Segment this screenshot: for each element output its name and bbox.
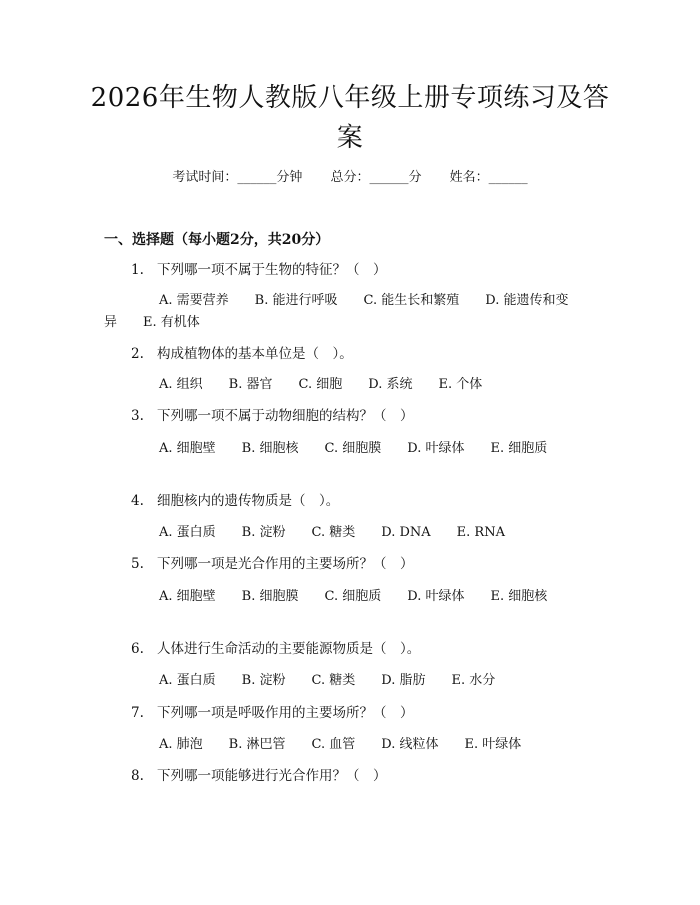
options-5: [104, 586, 594, 608]
question-text: 下列哪一项是呼吸作用的主要场所？（ ）: [157, 705, 414, 721]
option: C. 细胞质: [324, 589, 382, 604]
question-number: 3.: [131, 408, 144, 424]
question-text: 下列哪一项不属于动物细胞的结构？（ ）: [157, 408, 414, 424]
student-name: 姓名：______: [449, 170, 528, 185]
question-number: 7.: [131, 705, 144, 721]
option: B. 淋巴管: [228, 737, 286, 752]
option: B. 细胞膜: [241, 589, 299, 604]
question-1: [131, 260, 387, 280]
question-7: [131, 703, 414, 723]
option: D. 叶绿体: [407, 441, 465, 456]
options-3: [104, 438, 594, 460]
option: D. 脂肪: [381, 673, 426, 688]
question-text: 构成植物体的基本单位是（ ）。: [157, 346, 353, 362]
option: A. 细胞壁: [159, 441, 216, 456]
option: A. 蛋白质: [159, 673, 216, 688]
option: A. 需要营养: [159, 293, 229, 308]
option: C. 细胞: [298, 377, 343, 392]
options-6: [104, 670, 594, 692]
option: D. 能遗传和变异: [104, 293, 569, 330]
option: A. 细胞壁: [159, 589, 216, 604]
option: D. 线粒体: [381, 737, 439, 752]
options-2: [104, 374, 594, 396]
option: D. 系统: [368, 377, 413, 392]
option: D. DNA: [381, 525, 431, 540]
question-text: 下列哪一项能够进行光合作用？（ ）: [157, 768, 387, 784]
question-6: [131, 639, 420, 659]
question-text: 下列哪一项不属于生物的特征？（ ）: [157, 262, 387, 278]
option: E. RNA: [456, 525, 505, 540]
options-4: [104, 522, 594, 544]
question-number: 6.: [131, 641, 144, 657]
option: B. 淀粉: [241, 673, 286, 688]
question-2: [131, 344, 353, 364]
option: A. 组织: [159, 377, 203, 392]
question-text: 人体进行生命活动的主要能源物质是（ ）。: [157, 641, 421, 657]
option: B. 细胞核: [241, 441, 299, 456]
exam-info-line: [0, 168, 700, 188]
option: E. 叶绿体: [464, 737, 522, 752]
question-text: 下列哪一项是光合作用的主要场所？（ ）: [157, 556, 414, 572]
option: B. 能进行呼吸: [254, 293, 338, 308]
option: C. 能生长和繁殖: [363, 293, 460, 308]
question-3: [131, 406, 414, 426]
question-number: 5.: [131, 556, 144, 572]
question-number: 4.: [131, 493, 144, 509]
options-1: [104, 290, 594, 334]
option: C. 细胞膜: [324, 441, 382, 456]
option: C. 糖类: [311, 525, 356, 540]
option: A. 肺泡: [159, 737, 203, 752]
option: E. 有机体: [143, 315, 200, 330]
section-heading: 一、选择题（每小题2分，共20分）: [104, 232, 330, 248]
exam-time: 考试时间：______分钟: [172, 170, 303, 185]
option: B. 器官: [228, 377, 273, 392]
option: E. 水分: [451, 673, 496, 688]
question-5: [131, 554, 414, 574]
option: E. 个体: [438, 377, 483, 392]
page-title: 2026年生物人教版八年级上册专项练习及答案: [90, 83, 610, 153]
options-7: [104, 734, 594, 756]
option: C. 血管: [311, 737, 356, 752]
question-text: 细胞核内的遗传物质是（ ）。: [157, 493, 340, 509]
question-number: 2.: [131, 346, 144, 362]
question-number: 8.: [131, 768, 144, 784]
question-4: [131, 491, 339, 511]
option: A. 蛋白质: [159, 525, 216, 540]
total-score: 总分：______分: [330, 170, 422, 185]
option: E. 细胞质: [490, 441, 548, 456]
option: D. 叶绿体: [407, 589, 465, 604]
option: E. 细胞核: [490, 589, 548, 604]
option: B. 淀粉: [241, 525, 286, 540]
option: C. 糖类: [311, 673, 356, 688]
question-8: [131, 766, 387, 786]
question-number: 1.: [131, 262, 144, 278]
